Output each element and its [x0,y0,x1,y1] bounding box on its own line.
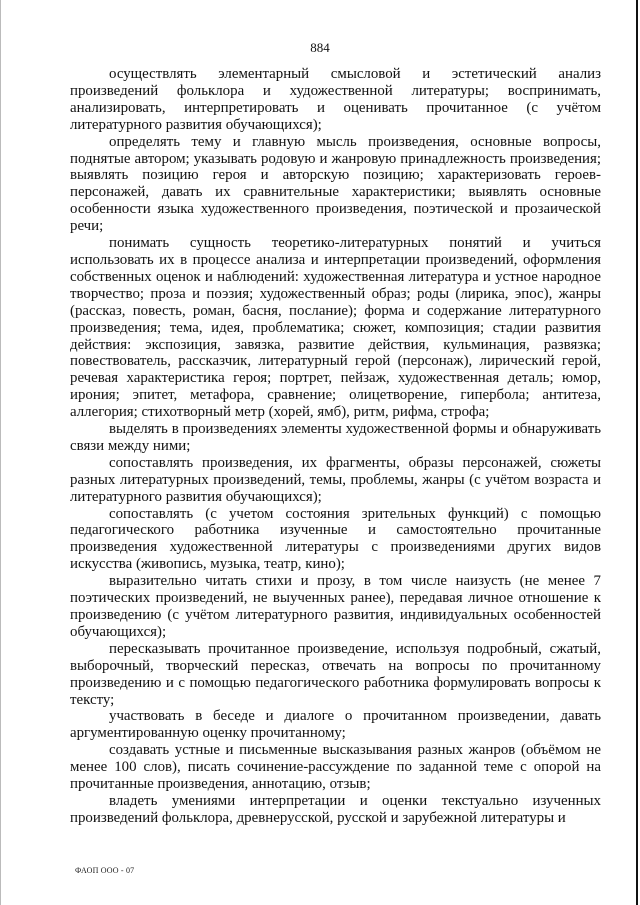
paragraph: понимать сущность теоретико-литературных понятий и учиться использовать их в процессе анализа и интерпретации произведений, оформления собственных оценок и наблюдений: художественная литература и устное народное творчество; проза и поэзия; художественный образ; роды (лирика, эпос), жанры (рассказ, повесть, роман, басня, послание); форма и содержание литературного произведения; тема, идея, проблематика; сюжет, композиция; стадии развития действия: экспозиция, завязка, развитие действия, кульминация, развязка; повествователь, рассказчик, литературный герой (персонаж), лирический герой, речевая характеристика героя; портрет, пейзаж, художественная деталь; юмор, ирония; эпитет, метафора, сравнение; олицетворение, гипербола; антитеза, аллегория; стихотворный метр (хорей, ямб), ритм, рифма, строфа; [70,235,601,421]
page-number: 884 [310,40,330,55]
scan-edge-right [636,0,638,905]
paragraph: выразительно читать стихи и прозу, в том числе наизусть (не менее 7 поэтических произведений, не выученных ранее), передавая личное отношение к произведению (с учётом литературного развития, индивидуальных особенностей обучающихся); [70,573,601,640]
footer-document-code: ФАОП ООО - 07 [75,866,135,875]
paragraph: сопоставлять (с учетом состояния зрительных функций) с помощью педагогического работника изученные и самостоятельно прочитанные произведения художественной литературы с произведениями других видов искусства (живопись, музыка, театр, кино); [70,505,601,573]
body-text [70,66,601,827]
paragraph: участвовать в беседе и диалоге о прочитанном произведении, давать аргументированную оценку прочитанному; [70,708,601,742]
paragraph: пересказывать прочитанное произведение, используя подробный, сжатый, выборочный, творческий пересказ, отвечать на вопросы по прочитанному произведению и с помощью педагогического работника формулировать вопросы к тексту; [70,640,601,708]
scan-edge-left [0,0,1,905]
paragraph: сопоставлять произведения, их фрагменты, образы персонажей, сюжеты разных литературных произведений, темы, проблемы, жанры (с учётом возраста и литературного развития обучающихся); [70,454,601,505]
paragraph: выделять в произведениях элементы художественной формы и обнаруживать связи между ними; [70,421,601,454]
paragraph: осуществлять элементарный смысловой и эстетический анализ произведений фольклора и художественной литературы; воспринимать, анализировать, интерпретировать и оценивать прочитанное (с учётом литературного развития обучающихся); [70,66,601,133]
paragraph: владеть умениями интерпретации и оценки текстуально изученных произведений фольклора, древнерусской, русской и зарубежной литературы и [70,792,601,826]
paragraph: создавать устные и письменные высказывания разных жанров (объёмом не менее 100 слов), писать сочинение-рассуждение по заданной теме с опорой на прочитанные произведения, аннотацию, отзыв; [70,742,601,793]
paragraph: определять тему и главную мысль произведения, основные вопросы, поднятые автором; указывать родовую и жанровую принадлежность произведения; выявлять позицию героя и авторскую позицию; характеризовать героев-персонажей, давать их сравнительные характеристики; выявлять основные особенности языка художественного произведения, поэтической и прозаической речи; [70,133,601,235]
